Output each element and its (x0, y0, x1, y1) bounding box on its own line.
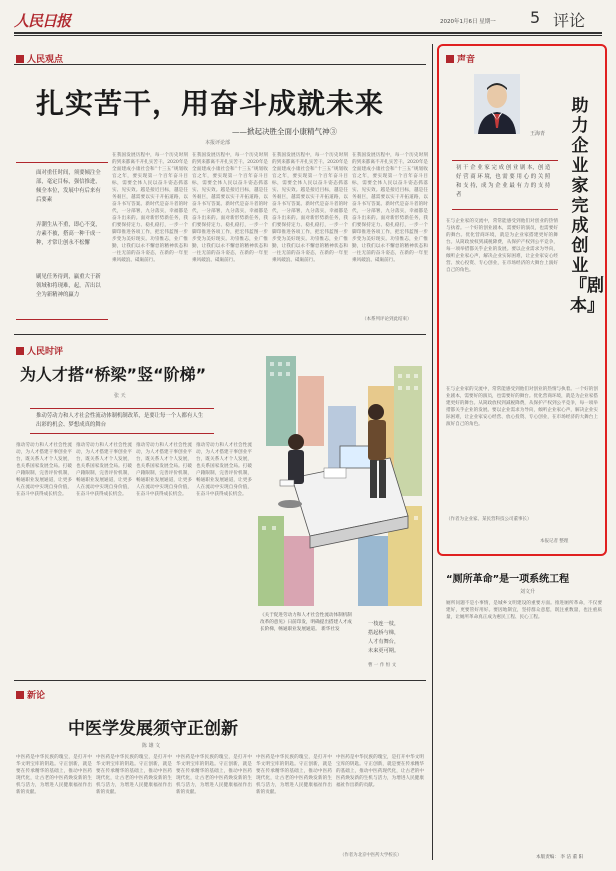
column-divider (432, 44, 433, 860)
masthead (0, 0, 616, 44)
pull-quote-banner (30, 408, 214, 434)
page-footer: 本版责编： 李 洁 董 阳 (536, 855, 584, 860)
pull-quote-3: 刷见任务待到，赢重大于新领域和将现难，起，苦出以全为新精神的赢力 (36, 274, 101, 298)
source-note: （作者为北京中医药大学校长） (340, 853, 402, 858)
poem-line: 未来更可期。 (368, 648, 400, 654)
page-number: 5 (530, 8, 541, 27)
article-body-col-1: 在我国发展历程中，每一个历史时刻的到来都离不开扎实苦干。2020年是全面建成小康社会和“十三五”规划收官之年，要实现第一个百年奋斗目标，需要全体人民以奋斗姿态抓落实、见实效。越是接近目标，越是任务艰巨，越需要以实干开拓道路，以奋斗书写答案。新时代是奋斗者的时代，一分部署，九分落实，幸福都是奋斗出来的。面对新形势新任务，我们要保持定力、稳扎稳打，一步一个脚印推进各项工作，把宏伟蓝图一步步变为美好现实。功崇惟志，业广惟勤，让我们以永不懈怠的精神状态和一往无前的奋斗姿态，在新的一年里乘风破浪、砥砺前行。 (112, 153, 188, 263)
article-body-col-1: 中医药是中华民族的瑰宝，是打开中华文明宝库的钥匙。守正创新，就是要在传承精华的基础上，推动中医药现代化，让古老的中医药焕发新的生机与活力，为增进人民健康福祉作出新的贡献。 (16, 755, 92, 795)
article-body-col-4: 中医药是中华民族的瑰宝，是打开中华文明宝库的钥匙。守正创新，就是要在传承精华的基础上，推动中医药现代化，让古老的中医药焕发新的生机与活力，为增进人民健康福祉作出新的贡献。 (256, 755, 332, 795)
article-body-col-2: 中医药是中华民族的瑰宝，是打开中华文明宝库的钥匙。守正创新，就是要在传承精华的基础上，推动中医药现代化，让古老的中医药焕发新的生机与活力，为增进人民健康福祉作出新的贡献。 (96, 755, 172, 795)
headline-part: 为人才搭 (20, 365, 85, 384)
pull-quote-banner (452, 160, 558, 210)
poem-line: 一枝连一枝， (368, 621, 400, 627)
author-photo-svg (474, 74, 520, 134)
article-body-col-2: 推动劳动力和人才社会性流动，为人才搭建干事创业平台，既关系人才个人发展，也关系国家发展全局。打破户籍限制，完善评价机制，畅通职业发展通道，让更多人在流动中实现自身价值，在奋斗中获得成长机会。 (76, 443, 132, 497)
caption-credit: 新华社发 (321, 627, 340, 632)
headline-part: “阶梯” (153, 365, 207, 384)
section-tag-label: 人民观点 (27, 55, 64, 65)
byline: 张 天 (114, 393, 126, 399)
byline: 刘文升 (520, 589, 536, 595)
illustration-caption (260, 612, 356, 668)
article-body-col-1: 厕所问题不是小事情，是城乡文明建设的重要方面。推进厕所革命，不仅要建好，更要管好用好。要因地制宜，坚持群众意愿，既注重数量，也注重质量，让厕所革命真正成为惠民工程、民心工程。 (446, 601, 602, 620)
byline: 陈 雄 文 (142, 743, 161, 749)
headline-vertical: 助力企业家完成创业『剧本』 (570, 96, 604, 316)
page-section: 评论 (553, 11, 586, 30)
article-body-col-5: 中医药是中华民族的瑰宝，是打开中华文明宝库的钥匙。守正创新，就是要在传承精华的基础上，推动中医药现代化，让古老的中医药焕发新的生机与活力，为增进人民健康福祉作出新的贡献。 (336, 755, 424, 788)
section-tag-icon (446, 55, 454, 63)
section-tag-xinlun (16, 688, 45, 701)
credit: 本报记者 整理 (540, 539, 569, 544)
article-body-col-4: 在我国发展历程中，每一个历史时刻的到来都离不开扎实苦干。2020年是全面建成小康社会和“十三五”规划收官之年，要实现第一个百年奋斗目标，需要全体人民以奋斗姿态抓落实、见实效。越是接近目标，越是任务艰巨，越需要以实干开拓道路，以奋斗书写答案。新时代是奋斗者的时代，一分部署，九分落实，幸福都是奋斗出来的。面对新形势新任务，我们要保持定力、稳扎稳打，一步一个脚印推进各项工作，把宏伟蓝图一步步变为美好现实。功崇惟志，业广惟勤，让我们以永不懈怠的精神状态和一往无前的奋斗姿态，在新的一年里乘风破浪、砥砺前行。 (352, 153, 428, 263)
article-body-col-1: 推动劳动力和人才社会性流动，为人才搭建干事创业平台，既关系人才个人发展，也关系国家发展全局。打破户籍限制，完善评价机制，畅通职业发展通道，让更多人在流动中实现自身价值，在奋斗中获得成长机会。 (16, 443, 72, 497)
article-body-col-3: 在我国发展历程中，每一个历史时刻的到来都离不开扎实苦干。2020年是全面建成小康社会和“十三五”规划收官之年，要实现第一个百年奋斗目标，需要全体人民以奋斗姿态抓落实、见实效。越是接近目标，越是任务艰巨，越需要以实干开拓道路，以奋斗书写答案。新时代是奋斗者的时代，一分部署，九分落实，幸福都是奋斗出来的。面对新形势新任务，我们要保持定力、稳扎稳打，一步一个脚印推进各项工作，把宏伟蓝图一步步变为美好现实。功崇惟志，业广惟勤，让我们以永不懈怠的精神状态和一往无前的奋斗姿态，在新的一年里乘风破浪、砥砺前行。 (272, 153, 348, 263)
divider (14, 334, 426, 335)
caption-text: 《关于促进劳动力和人才社会性流动体制机制改革的意见》日前印发，明确提出搭建人才成长阶梯，畅通职业发展通道。 (260, 613, 352, 632)
section-rule (14, 64, 426, 65)
section-tag-icon (16, 347, 24, 355)
section-tag-label: 人民时评 (27, 347, 64, 357)
poem-line: 搭起桥与梯， (368, 630, 400, 636)
pull-quote: 推动劳动力和人才社会性流动体制机制改革，是要让每一个人都有人生出彩的机会、梦想成真的舞台 (36, 413, 204, 428)
pull-quote: 初 干 企 业 家 完 成 创 业 剧 本，创 造 好 营 商 环 境，也 需 要 用 心 的 关 照 和 支 持，成 为 企 业 最 有 力 的 支 持 者 (456, 165, 551, 198)
source-note: （本系列评论到此结束） (362, 317, 412, 322)
poem-block (368, 620, 426, 656)
pull-quote-column (16, 162, 108, 320)
headline-rencai (20, 362, 206, 385)
author-note: （作者为企业家、某民营科技公司董事长） (446, 517, 532, 522)
author-name: 王海青 (530, 131, 546, 137)
pull-quote-2: 弄潮生从不重，即心不变，方素不被，搭高一种干成一种，才常让创永不松懈 (36, 222, 101, 246)
masthead-logo: 人民日报 (14, 12, 71, 30)
section-tag-icon (16, 55, 24, 63)
masthead-rule (14, 32, 602, 34)
article-body-col-4: 推动劳动力和人才社会性流动，为人才搭建干事创业平台，既关系人才个人发展，也关系国家发展全局。打破户籍限制，完善评价机制，畅通职业发展通道，让更多人在流动中实现自身价值，在奋斗中获得成长机会。 (196, 443, 252, 497)
section-tag-label: 新论 (27, 691, 46, 701)
poem-line: 人才有舞台， (368, 639, 400, 645)
section-tag-icon (16, 691, 24, 699)
article-body-col-2: 在我国发展历程中，每一个历史时刻的到来都离不开扎实苦干。2020年是全面建成小康社会和“十三五”规划收官之年，要实现第一个百年奋斗目标，需要全体人民以奋斗姿态抓落实、见实效。越是接近目标，越是任务艰巨，越需要以实干开拓道路，以奋斗书写答案。新时代是奋斗者的时代，一分部署，九分落实，幸福都是奋斗出来的。面对新形势新任务，我们要保持定力、稳扎稳打，一步一个脚印推进各项工作，把宏伟蓝图一步步变为美好现实。功崇惟志，业广惟勤，让我们以永不懈怠的精神状态和一往无前的奋斗姿态，在新的一年里乘风破浪、砥砺前行。 (192, 153, 268, 263)
article-body-col-1: 在与企业家的交流中，常常能感受到他们对创业的热情与执着。一个好的创业剧本，需要好的演员，也需要好的舞台。优化营商环境，就是为企业家搭建更好的舞台。从简政放权到减税降费，从保护产权到公平竞争，每一项举措都关乎企业的发展。要以企业需求为导向，倾听企业家心声，解决企业实际困难，让企业家安心经营、放心投资、专心创业，在市场经济的大舞台上演好自己的角色。 (446, 219, 558, 273)
divider (14, 680, 426, 681)
illustration (258, 346, 426, 608)
byline: 本报评论部 (205, 140, 231, 146)
article-body-col-3: 中医药是中华民族的瑰宝，是打开中华文明宝库的钥匙。守正创新，就是要在传承精华的基础上，推动中医药现代化，让古老的中医药焕发新的生机与活力，为增进人民健康福祉作出新的贡献。 (176, 755, 252, 795)
masthead-date: 2020年1月6日 星期一 (440, 19, 496, 25)
headline-main: 扎实苦干，用奋斗成就未来 (36, 87, 385, 120)
article-body-col-2: 在与企业家的交流中，常常能感受到他们对创业的热情与执着。一个好的创业剧本，需要好的演员，也需要好的舞台。优化营商环境，就是为企业家搭建更好的舞台。从简政放权到减税降费，从保护产权到公平竞争，每一项举措都关乎企业的发展。要以企业需求为导向，倾听企业家心声，解决企业实际困难，让企业家安心经营、放心投资、专心创业，在市场经济的大舞台上演好自己的角色。 (446, 387, 598, 427)
headline-part: 竖 (137, 365, 154, 384)
poem-credit: 曹 一 作 恒 文 (368, 663, 397, 668)
pull-quote-1: 面对重任时间，须要倾注全部，毫定目标，强信推进，倾全本位，发展中有后来有后要素 (36, 170, 101, 203)
illustration-svg (258, 346, 426, 608)
headline-subhead: ——掀起决胜全面小康精气神③ (232, 127, 337, 136)
headline-zhongyi: 中医学发展须守正创新 (68, 719, 238, 739)
headline-part: “桥梁” (84, 365, 138, 384)
article-body-col-3: 推动劳动力和人才社会性流动，为人才搭建干事创业平台，既关系人才个人发展，也关系国家发展全局。打破户籍限制，完善评价机制，畅通职业发展通道，让更多人在流动中实现自身价值，在奋斗中获得成长机会。 (136, 443, 192, 497)
section-tag-renmin-shiping (16, 344, 63, 357)
headline-cesuo: “厕所革命”是一项系统工程 (446, 574, 570, 585)
section-tag-label: 声音 (457, 55, 476, 65)
section-tag-shengyin (446, 52, 475, 65)
masthead-rule-thin (14, 35, 602, 36)
author-photo (474, 74, 520, 134)
